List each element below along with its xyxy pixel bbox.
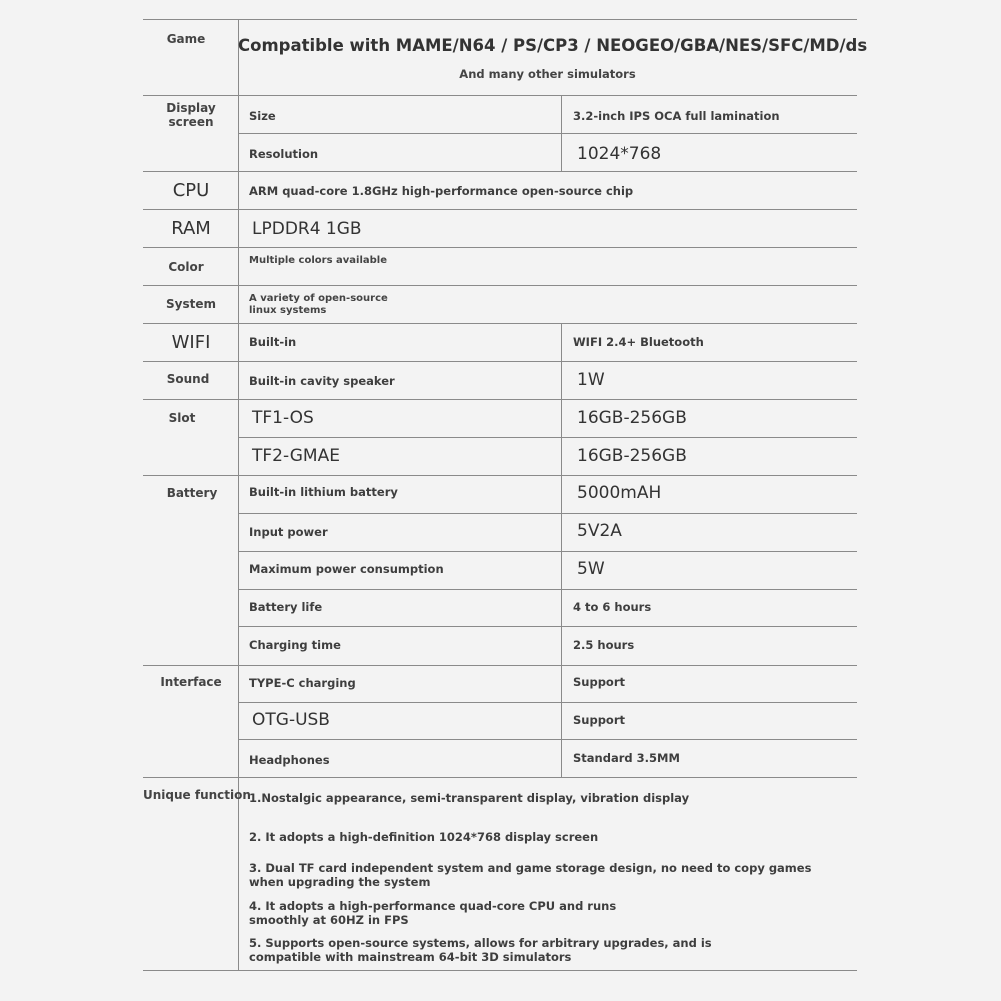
cpu-value: ARM quad-core 1.8GHz high-performance open-source chip [249,184,634,198]
rule-display [143,171,857,172]
value-rule-display [561,95,562,172]
typec-value: Support [573,675,626,689]
slot-row1-value: 16GB-256GB [577,408,687,428]
game-compatibility-subtitle: And many other simulators [459,67,636,81]
rule-battery [143,665,857,666]
unique-function-item-2: 2. It adopts a high-definition 1024*768 display screen [249,830,599,844]
slot-row2-key: TF2-GMAE [252,446,340,466]
rule-battery-3 [239,589,857,590]
value-rule-wifi-slot [561,323,562,476]
wifi-label: WIFI [171,332,211,353]
battery-capacity-key: Built-in lithium battery [249,485,398,499]
rule-wifi [143,361,857,362]
size-value: 3.2-inch IPS OCA full lamination [573,109,780,123]
sound-label: Sound [166,372,210,386]
unique-function-item-4-line2: smoothly at 60HZ in FPS [249,913,409,927]
wifi-key: Built-in [249,335,297,349]
table-top-rule [143,19,857,20]
rule-game [143,95,857,96]
unique-function-item-4-line1: 4. It adopts a high-performance quad-core CPU and runs [249,899,617,913]
rule-battery-4 [239,626,857,627]
charging-time-key: Charging time [249,638,341,652]
unique-function-label: Unique function [143,788,251,802]
rule-battery-2 [239,551,857,552]
rule-sound [143,399,857,400]
resolution-value: 1024*768 [577,144,662,164]
display-label-line2: screen [168,115,214,129]
slot-row2-value: 16GB-256GB [577,446,687,466]
rule-cpu [143,209,857,210]
unique-function-item-5-line2: compatible with mainstream 64-bit 3D simulators [249,950,572,964]
otg-key: OTG-USB [252,710,330,730]
game-label: Game [166,32,206,46]
input-power-value: 5V2A [577,521,622,541]
system-label: System [166,297,216,311]
system-value-line2: linux systems [249,305,327,316]
rule-size [239,133,857,134]
headphones-value: Standard 3.5MM [573,751,680,765]
charging-time-value: 2.5 hours [573,638,635,652]
color-value: Multiple colors available [249,255,388,266]
otg-value: Support [573,713,626,727]
color-label: Color [168,260,204,274]
sound-value: 1W [577,370,605,390]
rule-interface-2 [239,739,857,740]
game-compatibility-title: Compatible with MAME/N64 / PS/CP3 / NEOGEO/GBA/NES/SFC/MD/ds [238,36,868,55]
rule-color [143,285,857,286]
size-label: Size [249,109,276,123]
unique-function-item-5-line1: 5. Supports open-source systems, allows for arbitrary upgrades, and is [249,936,712,950]
ram-value: LPDDR4 1GB [252,219,362,239]
display-label-line1: Display [166,101,216,115]
resolution-label: Resolution [249,147,319,161]
interface-label: Interface [160,675,222,689]
rule-interface [143,777,857,778]
value-rule-battery-interface [561,475,562,778]
unique-function-item-1: 1.Nostalgic appearance, semi-transparent display, vibration display [249,791,690,805]
ram-label: RAM [171,218,211,239]
unique-function-item-3-line1: 3. Dual TF card independent system and game storage design, no need to copy games [249,861,812,875]
rule-interface-1 [239,702,857,703]
sound-key: Built-in cavity speaker [249,374,395,388]
unique-function-item-3-line2: when upgrading the system [249,875,431,889]
slot-row1-key: TF1-OS [252,408,314,428]
table-bottom-rule [143,970,857,971]
system-value-line1: A variety of open-source [249,293,388,304]
cpu-label: CPU [172,180,210,201]
rule-slot-1 [239,437,857,438]
battery-capacity-value: 5000mAH [577,483,662,503]
typec-key: TYPE-C charging [249,676,356,690]
battery-life-value: 4 to 6 hours [573,600,652,614]
max-power-key: Maximum power consumption [249,562,444,576]
input-power-key: Input power [249,525,328,539]
slot-label: Slot [168,411,196,425]
headphones-key: Headphones [249,753,330,767]
battery-label: Battery [166,486,218,500]
rule-ram [143,247,857,248]
rule-system [143,323,857,324]
rule-battery-1 [239,513,857,514]
wifi-value: WIFI 2.4+ Bluetooth [573,335,704,349]
max-power-value: 5W [577,559,605,579]
battery-life-key: Battery life [249,600,323,614]
rule-slot [143,475,857,476]
